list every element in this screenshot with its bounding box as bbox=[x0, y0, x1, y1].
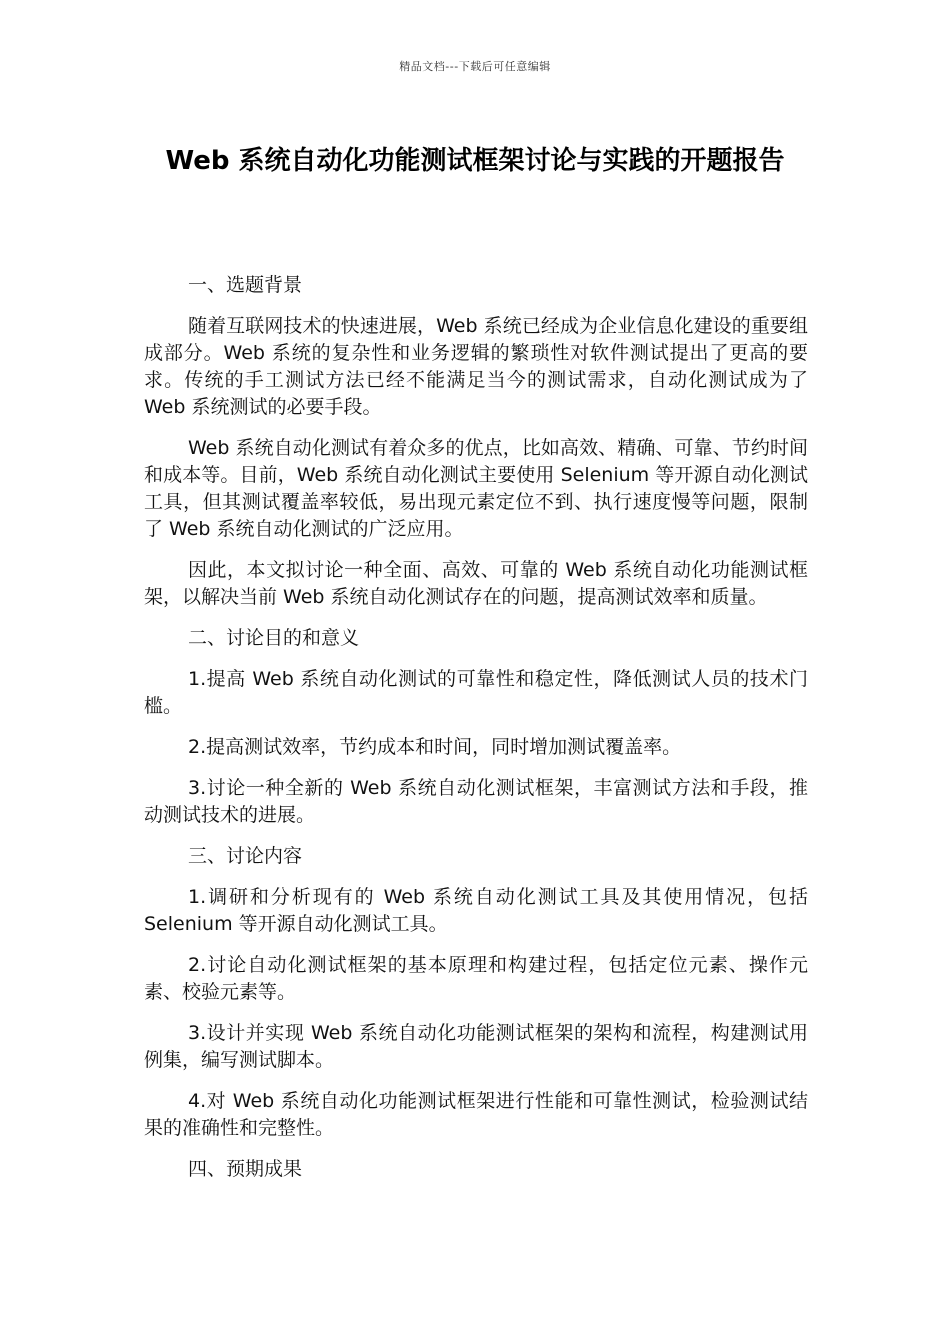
list-item: 3.设计并实现 Web 系统自动化功能测试框架的架构和流程，构建测试用例集，编写测试脚本。 bbox=[144, 1022, 808, 1071]
list-item: 3.讨论一种全新的 Web 系统自动化测试框架，丰富测试方法和手段，推动测试技术的进展。 bbox=[144, 777, 808, 826]
section-heading-background: 一、选题背景 bbox=[188, 274, 303, 296]
list-item: 2.提高测试效率，节约成本和时间，同时增加测试覆盖率。 bbox=[188, 736, 682, 758]
section-heading-content: 三、讨论内容 bbox=[188, 845, 303, 867]
document-title: Web 系统自动化功能测试框架讨论与实践的开题报告 bbox=[165, 146, 785, 176]
list-item: 1.提高 Web 系统自动化测试的可靠性和稳定性，降低测试人员的技术门槛。 bbox=[144, 668, 808, 717]
list-item: 4.对 Web 系统自动化功能测试框架进行性能和可靠性测试，检验测试结果的准确性和完整性。 bbox=[144, 1090, 808, 1139]
paragraph: Web 系统自动化测试有着众多的优点，比如高效、精确、可靠、节约时间和成本等。目前，Web 系统自动化测试主要使用 Selenium 等开源自动化测试工具，但其测试覆盖率较低，易出现元素定位不到、执行速度慢等问题，限制了 Web 系统自动化测试的广泛应用。 bbox=[144, 437, 808, 540]
list-item: 1.调研和分析现有的 Web 系统自动化测试工具及其使用情况，包括 Selenium 等开源自动化测试工具。 bbox=[144, 886, 808, 935]
section-heading-expected-results: 四、预期成果 bbox=[188, 1158, 303, 1180]
paragraph: 随着互联网技术的快速进展，Web 系统已经成为企业信息化建设的重要组成部分。Web 系统的复杂性和业务逻辑的繁琐性对软件测试提出了更高的要求。传统的手工测试方法已经不能满足当今的测试需求，自动化测试成为了 Web 系统测试的必要手段。 bbox=[144, 315, 808, 418]
paragraph: 因此，本文拟讨论一种全面、高效、可靠的 Web 系统自动化功能测试框架，以解决当前 Web 系统自动化测试存在的问题，提高测试效率和质量。 bbox=[144, 559, 808, 608]
document-body bbox=[144, 272, 808, 1197]
section-heading-purpose: 二、讨论目的和意义 bbox=[188, 627, 360, 649]
list-item: 2.讨论自动化测试框架的基本原理和构建过程，包括定位元素、操作元素、校验元素等。 bbox=[144, 954, 808, 1003]
header-note: 精品文档---下载后可任意编辑 bbox=[399, 60, 551, 73]
